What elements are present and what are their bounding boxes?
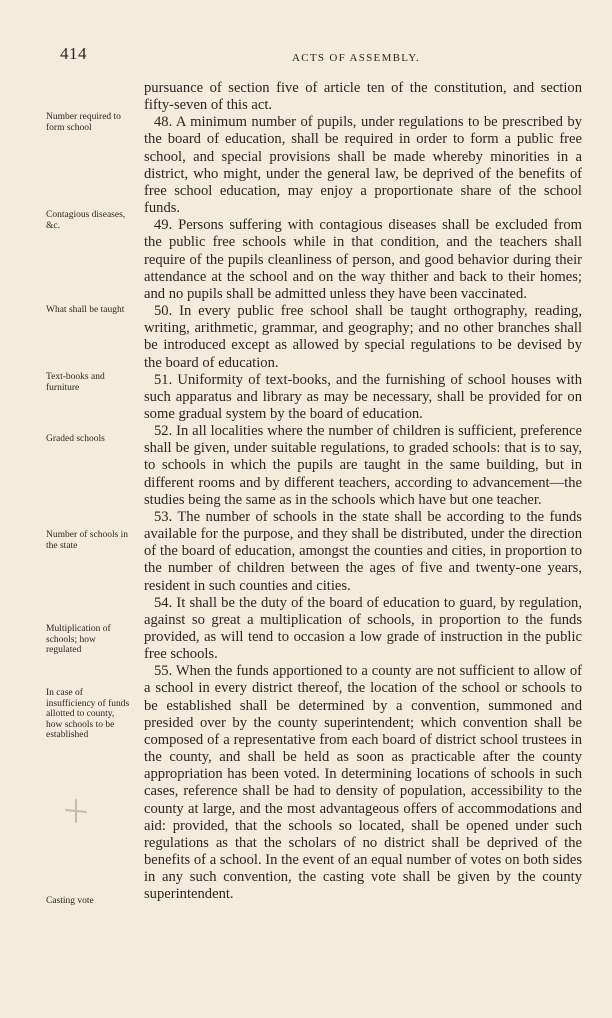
paragraph: 52. In all localities where the number of children is sufficient, preference shall be given, under suitable regulations, to graded schools: that is to say, to schools in which the pupils are taught in the same building, but in different rooms and by different teachers, according to advancement—the studies being the same as in the schools which have but one teacher.: [144, 423, 582, 508]
paragraph: 54. It shall be the duty of the board of education to guard, by regulation, against so great a multiplication of schools, in proportion to the funds provided, as will tend to occasion a low grade of instruction in the public free schools.: [144, 594, 582, 663]
page-number: 414: [60, 44, 87, 63]
paragraph: 49. Persons suffering with contagious diseases shall be excluded from the public free schools while in that condition, and the teachers shall require of the pupils cleanliness of person, and good behavior during their attendance at the school and on the way thither and back to their homes; and no pupils shall be admitted unless they have been vaccinated.: [144, 217, 582, 302]
paragraph: 53. The number of schools in the state shall be according to the funds available for the purpose, and they shall be distributed, under the direction of the board of education, amongst the counties and cities, in proportion to the number of children between the ages of five and twenty-one years, resident in such counties and cities.: [144, 508, 582, 594]
paragraph: 51. Uniformity of text-books, and the furnishing of school houses with such apparatus and library as may be necessary, shall be provided for on some gradual system by the board of education.: [144, 371, 582, 422]
paragraph: 50. In every public free school shall be taught orthography, reading, writing, arithmetic, grammar, and geography; and no other branches shall be introduced except as allowed by special regulations to be devised by the board of education.: [144, 303, 582, 371]
margin-note: What shall be taught: [46, 305, 125, 315]
margin-note: Casting vote: [46, 896, 94, 906]
margin-note: Text-books and furniture: [46, 372, 105, 393]
margin-note: Number of schools in the state: [46, 530, 129, 551]
margin-note: In case of insufficiency of funds allotted to county, how schools to be established: [46, 688, 130, 740]
paragraph: pursuance of section five of article ten of the constitution, and section fifty-seven of this act.: [144, 80, 582, 114]
paragraph: 48. A minimum number of pupils, under regulations to be prescribed by the board of education, shall be required in order to form a public free school, and special provisions shall be made whereby minorities in a district, who might, under the general law, be deprived of the benefits of free school education, may enjoy a proportionate share of the school funds.: [144, 114, 582, 217]
margin-note: Graded schools: [46, 434, 105, 444]
paragraph: 55. When the funds apportioned to a county are not sufficient to allow of a school in every district thereof, the location of the school or schools to be established shall be determined by a convention, summoned and presided over by the county superintendent; which convention shall be composed of a representative from each board of district school trustees in the county, and shall be held as soon as practicable after the county appropriation has been voted. In determining locations of schools in such cases, reference shall be had to density of population, accessibility to the county at large, and the most advantageous offers of accommodations and aid: provided, that the schools so located, shall be opened under such regulations as that the scholars of no district shall be deprived of the benefits of a school. In the event of an equal number of votes on both sides in any such convention, the casting vote shall be given by the county superintendent.: [144, 663, 582, 903]
body-text: [144, 80, 582, 904]
ink-smudge: [62, 798, 90, 824]
margin-note: Multiplication of schools; how regulated: [46, 624, 111, 655]
margin-note: Number required to form school: [46, 112, 121, 133]
margin-note: Contagious diseases, &c.: [46, 210, 126, 231]
page-header: [0, 44, 612, 66]
running-title: ACTS OF ASSEMBLY.: [292, 52, 421, 64]
